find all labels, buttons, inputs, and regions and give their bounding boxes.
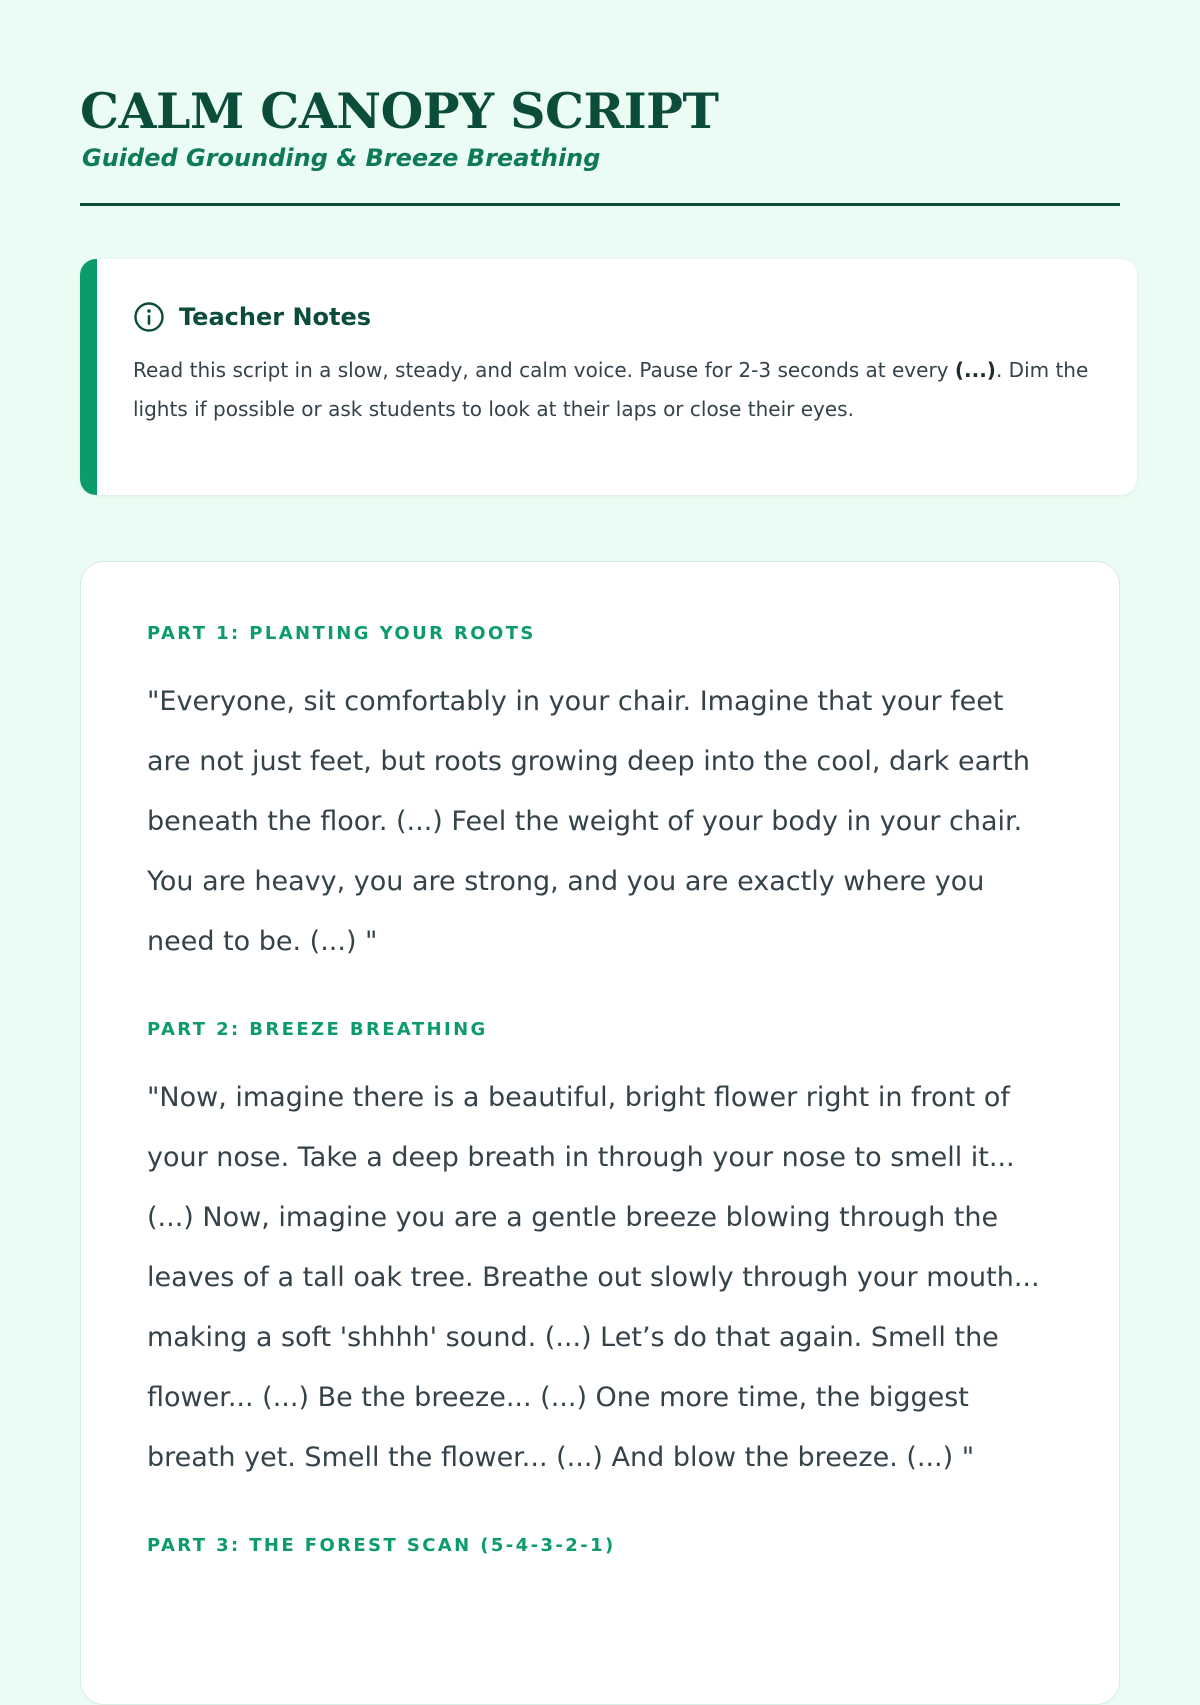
teacher-notes-text-end: . Dim the lights if possible or ask students to look at their laps or close their eyes.	[133, 358, 1089, 421]
info-icon	[133, 301, 165, 333]
part-heading: PART 1: PLANTING YOUR ROOTS	[147, 623, 536, 644]
pause-marker: (...)	[954, 358, 996, 382]
script-part-3	[147, 1534, 1053, 1558]
page-subtitle: Guided Grounding & Breeze Breathing	[82, 144, 601, 172]
document-header	[80, 0, 1120, 206]
part-text: "Everyone, sit comfortably in your chair. Imagine that your feet are not just feet, but roots growing deep into the cool, dark earth beneath the floor. (...) Feel the weight of your body in your chair. You are heavy, you are strong, and you are exactly where you need to be. (...) "	[147, 686, 1030, 957]
teacher-notes-card	[80, 259, 1137, 495]
part-text: "Now, imagine there is a beautiful, bright flower right in front of your nose. Take a deep breath in through your nose to smell it... (...) Now, imagine you are a gentle breeze blowing through the leaves of a tall oak tree. Breathe out slowly through your mouth... making a soft 'shhhh' sound. (...) Let’s do that again. Smell the flower... (...) Be the breeze... (...) One more time, the biggest breath yet. Smell the flower... (...) And blow the breeze. (...) "	[147, 1082, 1040, 1473]
teacher-notes-header	[133, 301, 1101, 333]
script-part-2	[147, 1018, 1053, 1488]
page-title: CALM CANOPY SCRIPT	[80, 82, 719, 140]
document-page	[80, 0, 1120, 1705]
part-heading: PART 2: BREEZE BREATHING	[147, 1019, 488, 1040]
teacher-notes-body	[133, 351, 1101, 429]
teacher-notes-title: Teacher Notes	[179, 303, 372, 331]
script-card	[80, 561, 1120, 1705]
script-part-1	[147, 622, 1053, 972]
teacher-notes-text-start: Read this script in a slow, steady, and calm voice. Pause for 2-3 seconds at every	[133, 358, 955, 382]
part-heading: PART 3: THE FOREST SCAN (5-4-3-2-1)	[147, 1535, 616, 1556]
header-divider	[80, 203, 1120, 206]
